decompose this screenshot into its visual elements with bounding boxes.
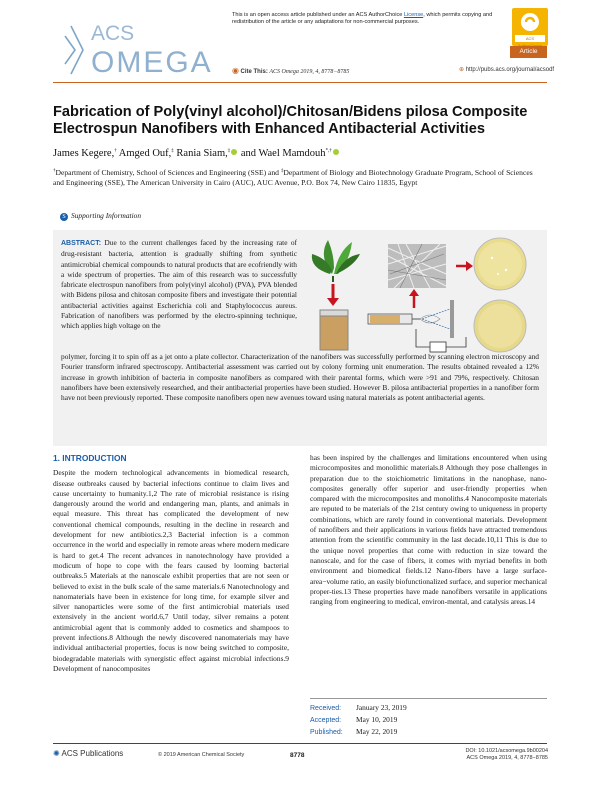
header-rule <box>53 82 547 83</box>
author-mark: ‡ <box>227 148 231 154</box>
affiliation-1: Department of Chemistry, School of Sciences and Engineering (SSE) and <box>55 168 281 177</box>
supporting-info-text: Supporting Information <box>71 211 142 220</box>
author-list <box>53 148 340 159</box>
date-label: Published: <box>310 729 343 736</box>
doi[interactable]: DOI: 10.1021/acsomega.9b00204 <box>465 748 548 754</box>
abstract-text-top <box>61 238 297 332</box>
link-icon: ⊕ <box>459 67 465 73</box>
publisher-logo <box>53 749 123 758</box>
toc-graphic <box>310 234 542 354</box>
electrospinning-illustration-icon <box>310 234 542 354</box>
nanofiber-mesh-icon <box>388 244 446 288</box>
acs-authorchoice-badge <box>512 8 548 46</box>
date-label: Accepted: <box>310 717 342 724</box>
title-line-2: Electrospun Nanofibers with Enhanced Antibacterial Activities <box>53 121 485 137</box>
section-heading-introduction: 1. INTRODUCTION <box>53 453 127 463</box>
cite-line[interactable] <box>232 66 349 75</box>
date-row <box>310 714 547 726</box>
journal-name-top: ACS <box>91 22 135 45</box>
badge-label: ACS <box>525 36 535 41</box>
footer-rule <box>53 743 547 744</box>
author-mark: † <box>114 148 117 154</box>
cite-icon: ◉ <box>232 66 239 75</box>
license-link[interactable]: License <box>403 12 424 18</box>
body-column-right <box>310 453 547 607</box>
acs-publications-icon: ✺ <box>53 749 60 758</box>
petri-dish-icon <box>474 238 526 352</box>
date-value: May 10, 2019 <box>356 715 398 724</box>
page-number: 8778 <box>290 752 305 759</box>
oa-notice-text: This is an open access article published under an ACS AuthorChoice <box>232 12 404 18</box>
date-row <box>310 702 547 714</box>
date-value: January 23, 2019 <box>356 703 407 712</box>
publisher-name: ACS Publications <box>61 749 124 758</box>
syringe-icon <box>368 300 466 352</box>
dates-rule <box>310 698 547 699</box>
author-name[interactable]: and Wael Mamdouh <box>240 148 326 159</box>
publication-dates <box>310 702 547 738</box>
doi-block[interactable] <box>438 748 548 762</box>
copyright: © 2019 American Chemical Society <box>158 752 245 758</box>
footer-citation: ACS Omega 2019, 4, 8778−8785 <box>466 755 548 761</box>
date-value: May 22, 2019 <box>356 727 398 736</box>
author-mark: *,† <box>325 148 332 154</box>
article-title <box>53 104 553 138</box>
orcid-icon[interactable] <box>333 149 339 155</box>
info-icon: S <box>60 213 68 221</box>
journal-url-text: http://pubs.acs.org/journal/acsodf <box>465 67 555 73</box>
journal-logo <box>57 22 257 80</box>
author-name[interactable]: Rania Siam, <box>176 148 228 159</box>
cite-reference: ACS Omega 2019, 4, 8778−8785 <box>269 69 350 75</box>
supporting-information-link[interactable] <box>60 211 141 221</box>
oa-notice-text-2: , which permits copying and redistribution of the article or any adaptations for non-commercial purposes. <box>232 12 493 25</box>
abstract-text-bottom: polymer, forcing it to spin off as a jet onto a plate collector. Characterization of the nanofibers was successfully performed by scanning electron microscopy and Fourier transform infrared spectroscopy. Antibacterial assessment was carried out by colony forming unit enumeration. The results obtained revealed a 12% increase in growth inhibition of bacteria in composite nanofibers as compared with their parental forms, which were >91 and 79%, respectively. Chitosan nanofibers have been extensively researched, and their antibacterial properties have been studied. However B. pilosa antibacterial properties in a nanofiber form have not been previously reported. These composite nanofibers open new avenues toward using natural materials as potent antibacterial agents. <box>61 352 539 403</box>
affiliations: †Department of Chemistry, School of Sciences and Engineering (SSE) and ‡Department of Biology and Biotechnology Graduate Program, School of Sciences and Engineering (SSE), The American University in Cairo (AUC), AUC Avenue, P.O. Box 74, New Cairo 11835, Egypt <box>53 168 533 188</box>
author-name[interactable]: James Kegere, <box>53 148 115 159</box>
abstract-body-top: Due to the current challenges faced by the increasing rate of drug-resistant bacteria, attention is gradually shifting from synthetic antimicrobial chemical compounds to natural products that are ecofriendly with a wide spectrum of properties. The aim of this research was to successfully fabricate electrospun nanofibers from poly(vinyl alcohol) (PVA), PVA blended with Bidens pilosa and chitosan composite fibers and investigate their potential antibacterial activities against Escherichia coli and Staphylococcus aureus. Fabrication of nanofibers was performed by the electro-spinning technique, which applies high voltage on the <box>61 238 297 331</box>
author-name[interactable]: Amged Ouf, <box>118 148 172 159</box>
journal-url[interactable] <box>459 66 554 73</box>
beaker-icon <box>320 310 348 350</box>
abstract-label: ABSTRACT: <box>61 240 102 247</box>
journal-name-bottom: OMEGA <box>91 46 213 79</box>
date-row <box>310 726 547 738</box>
plant-icon <box>312 240 360 282</box>
open-access-notice <box>232 12 507 26</box>
author-mark: ‡ <box>171 148 174 154</box>
intro-text-left: Despite the modern technological advancements in biomedical research, disease outbreaks caused by bacterial infections continue to claim lives and cause uncertainty to humanity.1,2 The rate of microbial resistance is rising dangerously around the world and endangering man, plants, and animals in equal measure. This threat has complicated the development of new conventional chemical compounds, resulting in the decline in research and development for new antibiotics.2,3 Bacterial infection is a common occurrence in the world and especially in remote areas where modern medicare is hard to get.4 The recent advances in nanotechnology have provided a modicum of hope to cope with the fears caused by looming bacterial outbreaks.5 Materials at the nanoscale exhibit properties that are not seen or believed to exist in the bulk scale of the same materials.6 Nanotechnology and nanomaterials have been in existence for long time, for example silver and silver nanoparticles were some of the first antimicrobial materials used extensively in the ancient world.6,7 Until today, silver remains a potent antimicrobial agent that is commonly added to cosmetics and shampoos to prevent infections.8 Although the newly discovered nanomaterials may have individual antibacterial properties, focus is now being switched to composite, biodegradable materials with synergistic effect against microbial infections.9 Development of nanocomposites <box>53 468 289 673</box>
date-label: Received: <box>310 705 342 712</box>
cite-label: Cite This: <box>240 69 268 75</box>
intro-text-right: has been inspired by the challenges and limitations encountered when using microcomposites and monolithic materials.8 Although they pose challenges in preparation due to the stoichiometric limitations in the nanophase, nano-composites generally offer superior and user-friendly properties when compared with the microcomposites and monoliths.4 Nanocomposite materials are reputed to be materials of the 21st century owing to uniqueness in property combinations, which are rarely found in conventional materials. Development of nanofibers and their applications in various fields have attracted tremendous attention from the scientific community in the last decade.10,11 This is due to the unique novel properties that come with reduction in size toward the nanoscale, and for the case of fibers, it comes with myriad benefits in both environment and biomedical fields.12 Nano-fibers have a large surface-area−volume ratio, an easily biofunctionalized surface, and superior mechanical proper-ties.13 These properties have made nanofibers versatile in applications ranging from engineering to medical, environ-mental, and catalysis areas.14 <box>310 453 547 607</box>
body-column-left <box>53 453 289 674</box>
title-line-1: Fabrication of Poly(vinyl alcohol)/Chitosan/Bidens pilosa Composite <box>53 104 528 120</box>
orcid-icon[interactable] <box>231 149 237 155</box>
affiliation-2: Department of Biology and Biotechnology Graduate Program, School of Sciences and Engineering (SSE), The American University in Cairo (AUC), AUC Avenue, P.O. Box 74, New Cairo 11835, Egypt <box>53 168 533 188</box>
article-type-tab: Article <box>510 46 547 58</box>
